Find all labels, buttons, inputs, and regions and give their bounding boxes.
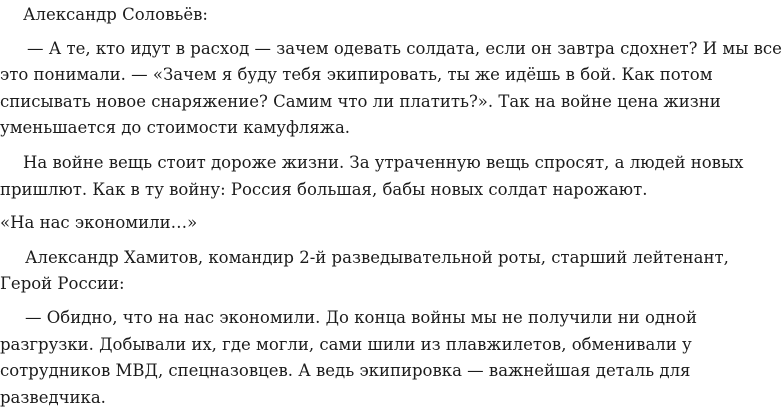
paragraph-line: пришлют. Как в ту войну: Россия большая, бабы новых солдат нарожают. [0, 180, 648, 199]
quote-line: списывать новое снаряжение? Самим что ли платить?». Так на войне цена жизни [0, 92, 721, 111]
quote-line: разведчика. [0, 388, 106, 407]
quote-line: сотрудников МВД, спецназовцев. А ведь экипировка — важнейшая деталь для [0, 361, 691, 380]
speaker-name: Александр Хамитов, командир 2-й разведывательной роты, старший лейтенант, [25, 248, 729, 267]
quote-line: это понимали. — «Зачем я буду тебя экипировать, ты же идёшь в бой. Как потом [0, 65, 713, 84]
section-heading: «На нас экономили…» [0, 213, 198, 232]
quote-line: — А те, кто идут в расход — зачем одевать солдата, если он завтра сдохнет? И мы все [27, 39, 782, 58]
speaker-name: Герой России: [0, 274, 125, 293]
quote-line: уменьшается до стоимости камуфляжа. [0, 118, 351, 137]
speaker-name: Александр Соловьёв: [23, 5, 208, 24]
quote-line: разгрузки. Добывали их, где могли, сами шили из плавжилетов, обменивали у [0, 335, 692, 354]
paragraph-line: На войне вещь стоит дороже жизни. За утраченную вещь спросят, а людей новых [23, 153, 744, 172]
quote-line: — Обидно, что на нас экономили. До конца войны мы не получили ни одной [25, 308, 697, 327]
